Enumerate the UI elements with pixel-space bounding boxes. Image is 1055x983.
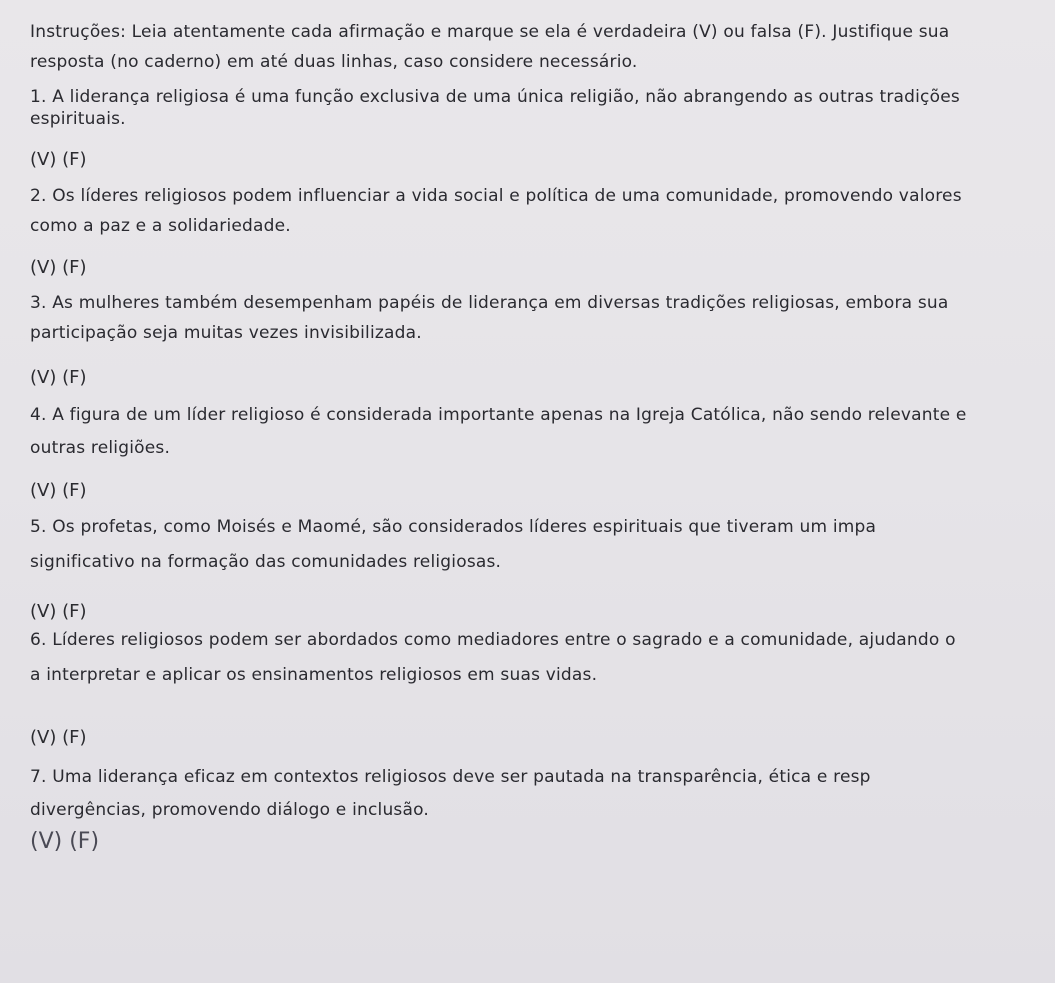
question-3-options[interactable]: (V) (F): [30, 367, 87, 388]
question-4-line-2: outras religiões.: [30, 438, 171, 458]
question-2-line-1: 2. Os líderes religiosos podem influenciar a vida social e política de uma comunidade, promovendo valores: [30, 186, 962, 206]
question-5-line-2: significativo na formação das comunidades religiosas.: [30, 552, 502, 572]
question-2-options[interactable]: (V) (F): [30, 257, 87, 278]
question-5-options[interactable]: (V) (F): [30, 601, 87, 622]
question-6-line-1: 6. Líderes religiosos podem ser abordados como mediadores entre o sagrado e a comunidade, ajudando o: [30, 630, 956, 650]
instructions-line-2: resposta (no caderno) em até duas linhas, caso considere necessário.: [30, 52, 638, 72]
question-2-line-2: como a paz e a solidariedade.: [30, 216, 291, 236]
question-6-line-2: a interpretar e aplicar os ensinamentos religiosos em suas vidas.: [30, 665, 598, 685]
question-7-options[interactable]: (V) (F): [30, 829, 100, 854]
question-1-line-2: espirituais.: [30, 109, 126, 129]
question-5-line-1: 5. Os profetas, como Moisés e Maomé, são considerados líderes espirituais que tiveram um impa: [30, 517, 877, 537]
question-7-line-2: divergências, promovendo diálogo e inclusão.: [30, 800, 429, 820]
question-1-line-1: 1. A liderança religiosa é uma função exclusiva de uma única religião, não abrangendo as outras tradições: [30, 87, 960, 107]
instructions-line-1: Instruções: Leia atentamente cada afirmação e marque se ela é verdadeira (V) ou falsa (F). Justifique sua: [30, 22, 950, 42]
question-4-options[interactable]: (V) (F): [30, 480, 87, 501]
question-3-line-1: 3. As mulheres também desempenham papéis de liderança em diversas tradições religiosas, embora sua: [30, 293, 949, 313]
question-4-line-1: 4. A figura de um líder religioso é considerada importante apenas na Igreja Católica, não sendo relevante e: [30, 405, 967, 425]
question-3-line-2: participação seja muitas vezes invisibilizada.: [30, 323, 422, 343]
question-6-options[interactable]: (V) (F): [30, 727, 87, 748]
question-1-options[interactable]: (V) (F): [30, 149, 87, 170]
question-7-line-1: 7. Uma liderança eficaz em contextos religiosos deve ser pautada na transparência, ética e resp: [30, 767, 871, 787]
